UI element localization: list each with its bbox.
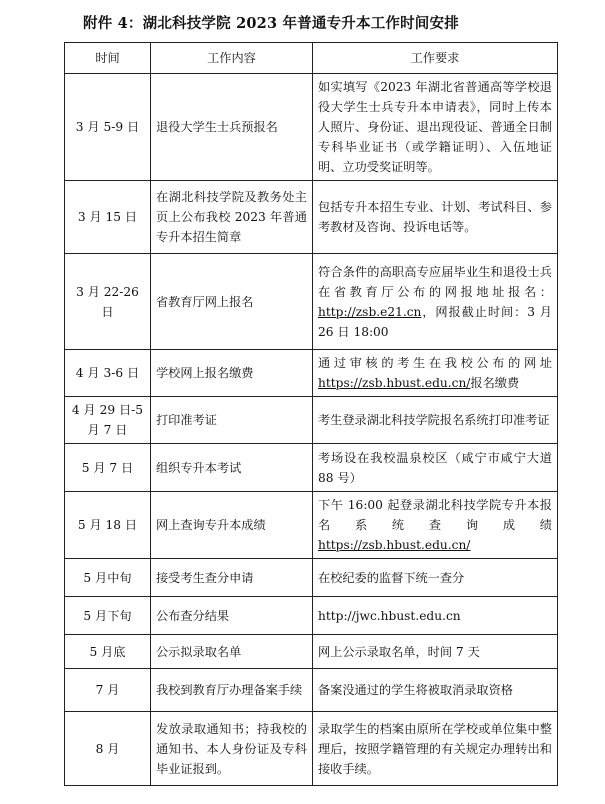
table-row: [65, 635, 558, 669]
requirement-text: 报名缴费: [470, 376, 520, 390]
column-header-content: 工作内容: [151, 43, 313, 74]
table-row: [65, 74, 558, 181]
cell-time: 5 月下旬: [65, 597, 151, 635]
cell-content: 组织专升本考试: [151, 444, 313, 492]
cell-time: 8 月: [65, 712, 151, 786]
table-row: [65, 444, 558, 492]
requirement-text: ，网报截止时间：3 月 26 日 18:00: [318, 304, 552, 339]
table-row: [65, 350, 558, 397]
cell-time: 4 月 3-6 日: [65, 350, 151, 397]
table-row: [65, 181, 558, 254]
cell-content: 网上查询专升本成绩: [151, 492, 313, 559]
cell-requirement: 如实填写《2023 年湖北省普通高等学校退役大学生士兵专升本申请表》，同时上传本人照片、身份证、退出现役证、普通全日制专科毕业证书（或学籍证明）、入伍地证明、立功受奖证明等。: [313, 74, 558, 181]
cell-time: 3 月 22-26 日: [65, 254, 151, 350]
cell-requirement: 备案没通过的学生将被取消录取资格: [313, 669, 558, 712]
requirement-text: 符合条件的高职高专应届毕业生和退役士兵在省教育厅公布的网报地址报名：: [318, 264, 552, 299]
cell-time: 5 月中旬: [65, 559, 151, 597]
cell-time: 4 月 29 日-5 月 7 日: [65, 397, 151, 444]
table-row: [65, 669, 558, 712]
cell-requirement: 网上公示录取名单，时间 7 天: [313, 635, 558, 669]
requirement-text: 下午 16:00 起登录湖北科技学院专升本报名系统查询成绩: [318, 498, 552, 532]
cell-content: 发放录取通知书；持我校的通知书、本人身份证及专科毕业证报到。: [151, 712, 313, 786]
column-header-requirement: 工作要求: [313, 43, 558, 74]
cell-content: 省教育厅网上报名: [151, 254, 313, 350]
payment-link[interactable]: https://zsb.hbust.edu.cn/: [318, 376, 471, 390]
requirement-text: 通过审核的考生在我校公布的网址: [318, 356, 552, 370]
document-title: 附件 4：湖北科技学院 2023 年普通专升本工作时间安排: [83, 15, 459, 32]
column-header-time: 时间: [65, 43, 151, 74]
table-row: [65, 559, 558, 597]
cell-time: 3 月 15 日: [65, 181, 151, 254]
cell-time: 3 月 5-9 日: [65, 74, 151, 181]
cell-content: 公布查分结果: [151, 597, 313, 635]
cell-requirement: http://jwc.hbust.edu.cn: [313, 597, 558, 635]
schedule-table: [64, 42, 558, 786]
table-row: [65, 597, 558, 635]
table-row: [65, 397, 558, 444]
table-row: [65, 492, 558, 559]
cell-content: 接受考生查分申请: [151, 559, 313, 597]
cell-time: 5 月底: [65, 635, 151, 669]
cell-content: 退役大学生士兵预报名: [151, 74, 313, 181]
cell-time: 5 月 18 日: [65, 492, 151, 559]
table-header-row: [65, 43, 558, 74]
cell-requirement: 考生登录湖北科技学院报名系统打印准考证: [313, 397, 558, 444]
cell-requirement: 在校纪委的监督下统一查分: [313, 559, 558, 597]
cell-requirement: 录取学生的档案由原所在学校或单位集中整理后，按照学籍管理的有关规定办理转出和接收手续。: [313, 712, 558, 786]
cell-content: 打印准考证: [151, 397, 313, 444]
score-query-link[interactable]: https://zsb.hbust.edu.cn/: [318, 538, 471, 552]
cell-time: 7 月: [65, 669, 151, 712]
cell-requirement: 考场设在我校温泉校区（咸宁市咸宁大道 88 号）: [313, 444, 558, 492]
cell-content: 学校网上报名缴费: [151, 350, 313, 397]
cell-requirement: 包括专升本招生专业、计划、考试科目、参考教材及咨询、投诉电话等。: [313, 181, 558, 254]
registration-link[interactable]: http://zsb.e21.cn: [318, 304, 422, 319]
cell-requirement: [313, 254, 558, 350]
cell-content: 在湖北科技学院及教务处主页上公布我校 2023 年普通专升本招生简章: [151, 181, 313, 254]
cell-time: 5 月 7 日: [65, 444, 151, 492]
table-row: [65, 254, 558, 350]
table-row: [65, 712, 558, 786]
cell-requirement: [313, 350, 558, 397]
cell-content: 公示拟录取名单: [151, 635, 313, 669]
cell-requirement: [313, 492, 558, 559]
cell-content: 我校到教育厅办理备案手续: [151, 669, 313, 712]
